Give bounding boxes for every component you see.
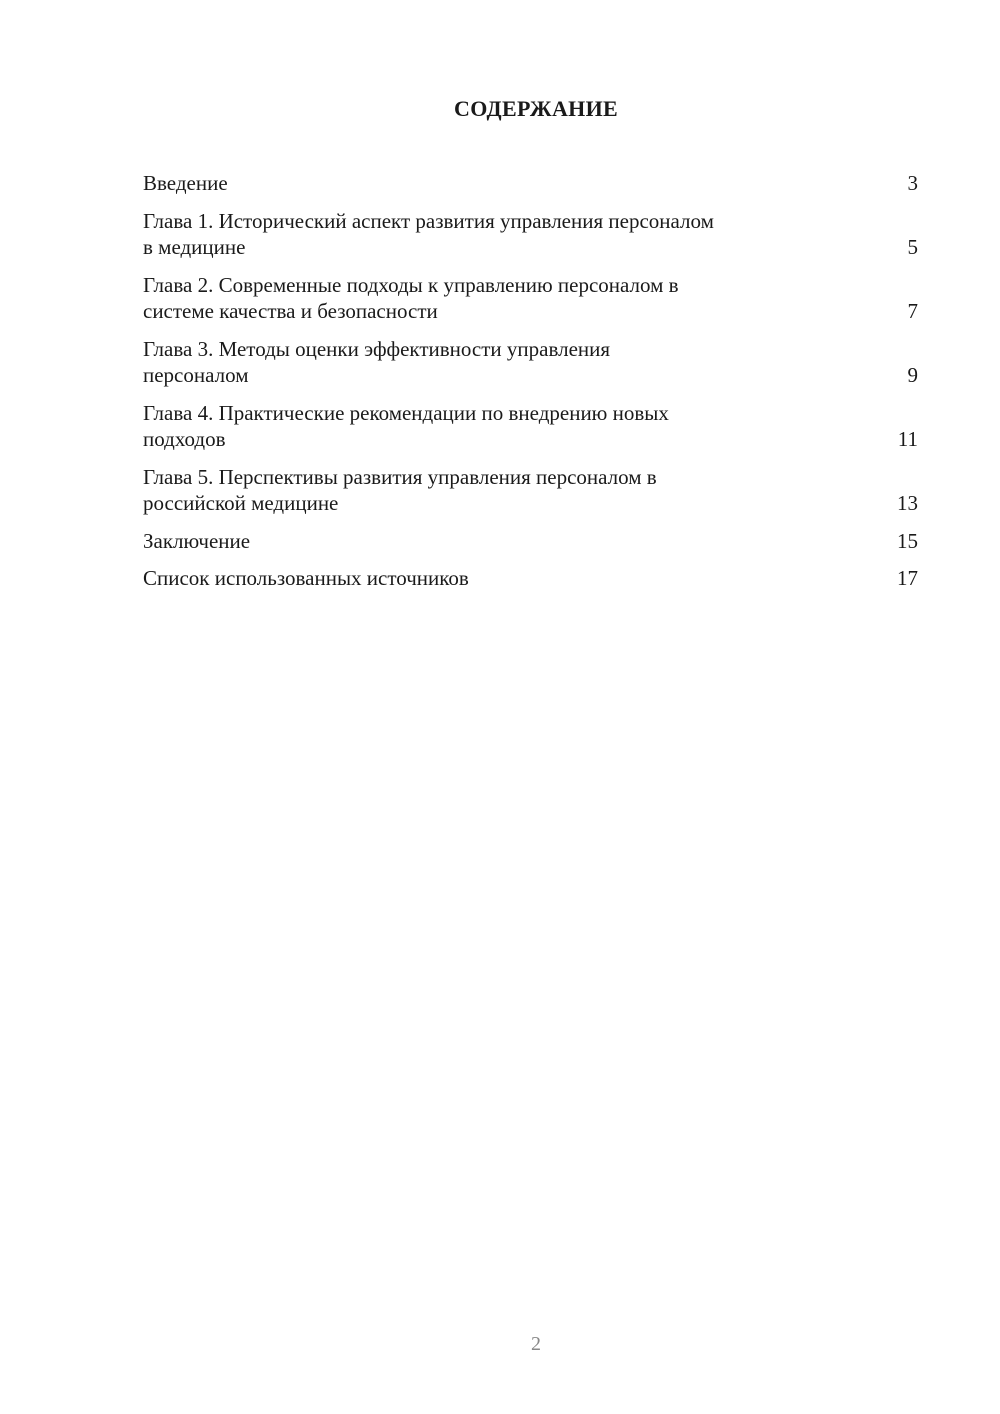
toc-entry-text: Глава 5. Перспективы развития управления персоналом в российской медицине	[143, 464, 657, 515]
toc-entry-references[interactable]	[143, 565, 918, 592]
toc-entry-page: 17	[897, 566, 918, 590]
toc-entry-text: Глава 3. Методы оценки эффективности управления персоналом	[143, 336, 611, 387]
table-of-contents	[143, 170, 918, 603]
page-number: 2	[531, 1333, 541, 1355]
toc-entry-text: Глава 2. Современные подходы к управлению персоналом в системе качества и безопасности	[143, 272, 679, 323]
toc-entry-text: Список использованных источников	[143, 566, 469, 590]
toc-entry-chapter-5[interactable]	[143, 464, 918, 517]
toc-entry-text: Глава 4. Практические рекомендации по внедрению новых подходов	[143, 400, 669, 451]
toc-entry-introduction[interactable]	[143, 170, 918, 197]
page-title: СОДЕРЖАНИЕ	[454, 96, 618, 121]
toc-entry-chapter-3[interactable]	[143, 336, 918, 389]
toc-entry-page: 3	[907, 171, 918, 195]
toc-entry-page: 15	[897, 528, 918, 553]
toc-entry-page: 13	[897, 491, 918, 515]
toc-entry-conclusion[interactable]	[143, 528, 918, 555]
toc-entry-page: 9	[907, 363, 918, 387]
toc-entry-page: 5	[907, 235, 918, 259]
toc-entry-page: 7	[907, 299, 918, 323]
toc-entry-chapter-4[interactable]	[143, 400, 918, 453]
toc-entry-chapter-1[interactable]	[143, 208, 918, 261]
toc-entry-text: Заключение	[143, 528, 251, 553]
toc-entry-page: 11	[897, 427, 918, 451]
toc-entry-text: Глава 1. Исторический аспект развития управления персоналом в медицине	[143, 208, 714, 259]
toc-entry-text: Введение	[143, 171, 228, 195]
toc-entry-chapter-2[interactable]	[143, 272, 918, 325]
